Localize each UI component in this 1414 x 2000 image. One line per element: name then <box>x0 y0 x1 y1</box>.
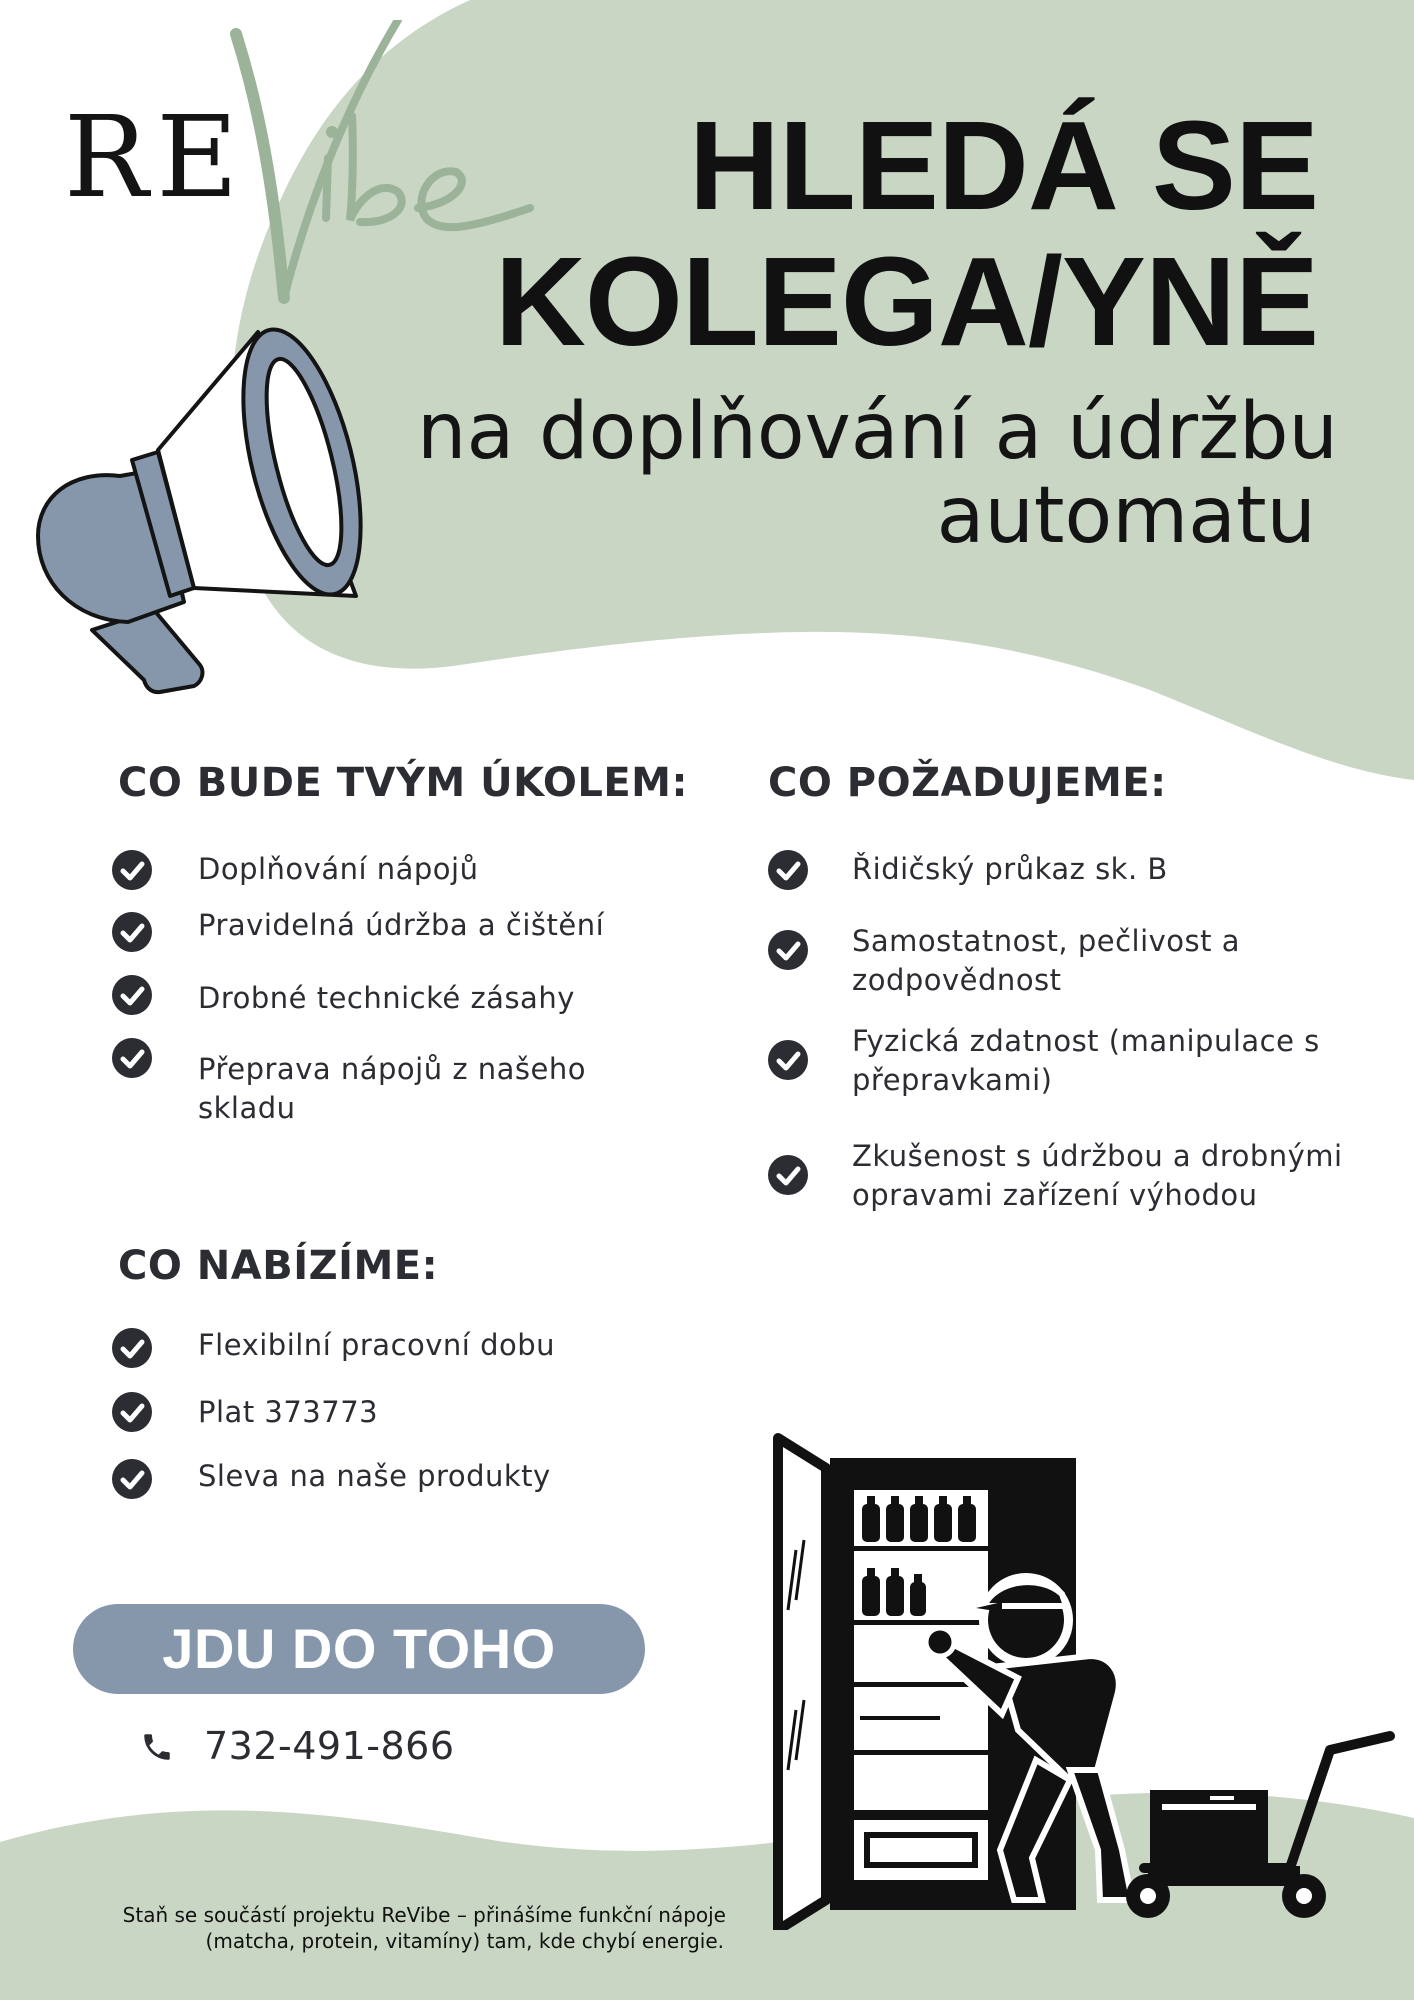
offer-list <box>112 1328 672 1508</box>
list-item-text: Drobné technické zásahy <box>198 981 575 1015</box>
phone-icon <box>140 1730 174 1764</box>
list-item-text: Doplňování nápojů <box>198 852 479 886</box>
tasks-list <box>112 850 672 1130</box>
subheadline <box>338 387 1338 561</box>
revibe-logo <box>60 20 540 320</box>
phone-number[interactable]: 732-491-866 <box>204 1724 455 1768</box>
check-icon <box>768 930 808 970</box>
check-icon <box>112 1328 152 1368</box>
list-item-text: Sleva na naše produkty <box>198 1459 551 1493</box>
footer-line-1: Staň se součástí projektu ReVibe – přinášíme funkční nápoje <box>122 1903 726 1927</box>
apply-button[interactable]: JDU DO TOHO <box>73 1604 645 1694</box>
check-icon <box>112 1459 152 1499</box>
requirements-list <box>768 850 1368 1230</box>
footer-note <box>40 1902 726 1954</box>
headline <box>494 95 1318 372</box>
list-item-text: Plat 373773 <box>198 1395 379 1429</box>
logo-script-vibe <box>60 20 540 320</box>
check-icon <box>112 912 152 952</box>
check-icon <box>112 975 152 1015</box>
logo-re-text: RE <box>64 93 247 223</box>
list-item-text: Samostatnost, pečlivost a zodpovědnost <box>852 924 1241 997</box>
headline-line-1: HLEDÁ SE <box>688 95 1318 236</box>
check-icon <box>768 1155 808 1195</box>
list-item-text: Přeprava nápojů z našeho skladu <box>198 1052 586 1125</box>
check-icon <box>768 850 808 890</box>
offer-title: CO NABÍZÍME: <box>118 1243 439 1289</box>
check-icon <box>112 850 152 890</box>
check-icon <box>112 1392 152 1432</box>
subheadline-line-1: na doplňování a údržbu <box>417 387 1338 477</box>
list-item-text: Fyzická zdatnost (manipulace s přepravkami) <box>852 1024 1320 1097</box>
tasks-title: CO BUDE TVÝM ÚKOLEM: <box>118 760 688 806</box>
check-icon <box>112 1038 152 1078</box>
list-item-text: Řidičský průkaz sk. B <box>852 852 1168 886</box>
list-item-text: Pravidelná údržba a čištění <box>198 908 605 942</box>
vending-machine-worker-illustration <box>770 1430 1410 1930</box>
footer-line-2: (matcha, protein, vitamíny) tam, kde chybí energie. <box>205 1929 724 1953</box>
megaphone-icon <box>30 320 390 700</box>
headline-line-2: KOLEGA/YNĚ <box>494 231 1318 372</box>
list-item-text: Zkušenost s údržbou a drobnými opravami zařízení výhodou <box>852 1139 1343 1212</box>
requirements-title: CO POŽADUJEME: <box>768 760 1167 806</box>
subheadline-line-2: automatu <box>936 471 1316 561</box>
list-item-text: Flexibilní pracovní dobu <box>198 1328 556 1362</box>
check-icon <box>768 1040 808 1080</box>
